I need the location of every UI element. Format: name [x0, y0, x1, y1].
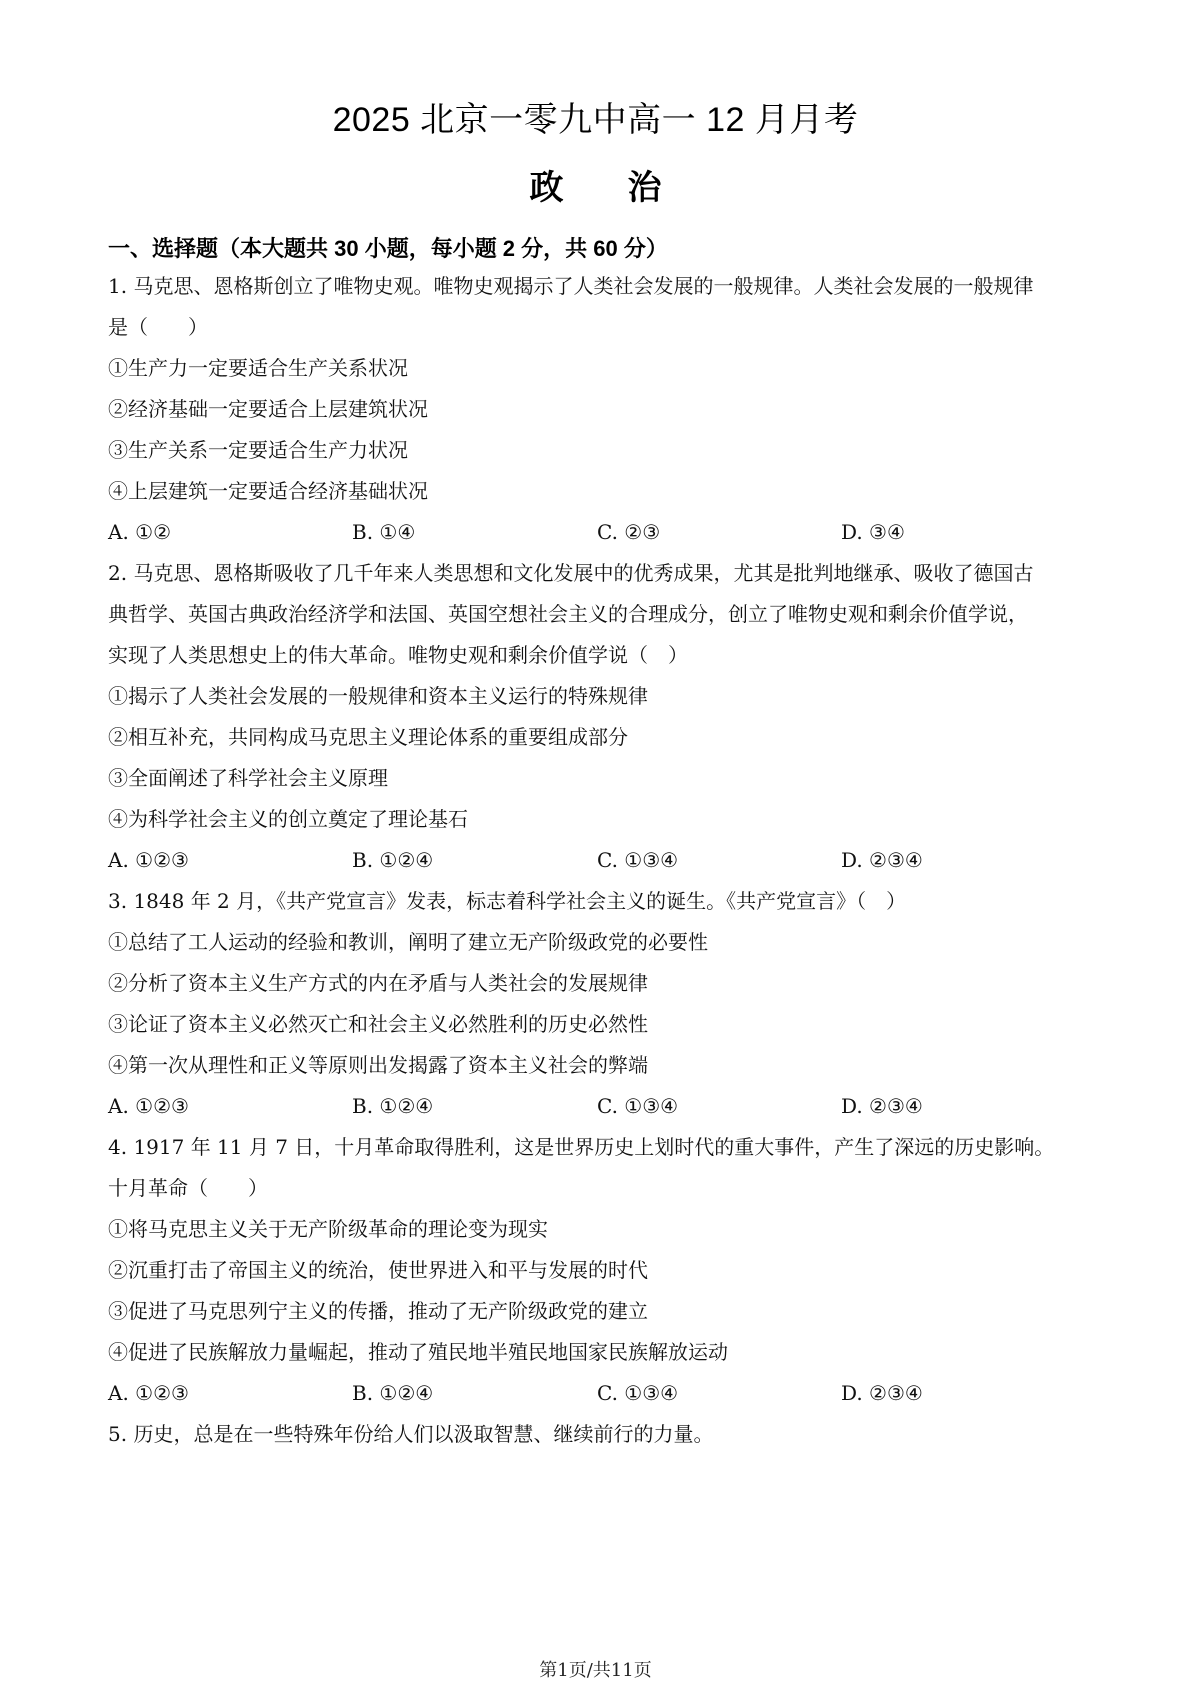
- question-2-statement-1: ①揭示了人类社会发展的一般规律和资本主义运行的特殊规律: [108, 684, 648, 708]
- option-b[interactable]: B. ①②④: [352, 1381, 434, 1405]
- question-3-stem-line-1: 3. 1848 年 2 月，《共产党宣言》发表，标志着科学社会主义的诞生。《共产党宣言》（ ）: [108, 889, 907, 913]
- option-c[interactable]: C. ①③④: [597, 848, 679, 872]
- option-d[interactable]: D. ③④: [841, 520, 905, 544]
- question-1-statement-1: ①生产力一定要适合生产关系状况: [108, 356, 408, 380]
- question-4-statement-1: ①将马克思主义关于无产阶级革命的理论变为现实: [108, 1217, 548, 1241]
- question-4-statement-4: ④促进了民族解放力量崛起，推动了殖民地半殖民地国家民族解放运动: [108, 1340, 728, 1364]
- page-indicator: 第1页/共11页: [539, 1660, 652, 1681]
- option-c[interactable]: C. ①③④: [597, 1094, 679, 1118]
- subject-char-1: 政: [529, 169, 564, 207]
- option-a[interactable]: A. ①②③: [108, 1094, 189, 1118]
- question-2-statement-3: ③全面阐述了科学社会主义原理: [108, 766, 388, 790]
- question-4-stem-line-2: 十月革命（ ）: [108, 1176, 268, 1200]
- question-2-stem-line-3: 实现了人类思想史上的伟大革命。唯物史观和剩余价值学说（ ）: [108, 643, 688, 667]
- question-3-statement-2: ②分析了资本主义生产方式的内在矛盾与人类社会的发展规律: [108, 971, 648, 995]
- question-3-statement-3: ③论证了资本主义必然灭亡和社会主义必然胜利的历史必然性: [108, 1012, 648, 1036]
- question-1-stem-line-2: 是（ ）: [108, 315, 208, 339]
- option-a[interactable]: A. ①②③: [108, 848, 189, 872]
- question-3-statement-1: ①总结了工人运动的经验和教训，阐明了建立无产阶级政党的必要性: [108, 930, 708, 954]
- question-4-stem-line-1: 4. 1917 年 11 月 7 日，十月革命取得胜利，这是世界历史上划时代的重大事件，产生了深远的历史影响。: [108, 1135, 1055, 1159]
- option-d[interactable]: D. ②③④: [841, 1381, 923, 1405]
- question-1-statement-2: ②经济基础一定要适合上层建筑状况: [108, 397, 428, 421]
- option-a[interactable]: A. ①②: [108, 520, 172, 544]
- question-3-statement-4: ④第一次从理性和正义等原则出发揭露了资本主义社会的弊端: [108, 1053, 648, 1077]
- exam-title: 2025 北京一零九中高一 12 月月考: [332, 101, 859, 139]
- question-4-statement-2: ②沉重打击了帝国主义的统治，使世界进入和平与发展的时代: [108, 1258, 648, 1282]
- option-b[interactable]: B. ①②④: [352, 848, 434, 872]
- option-c[interactable]: C. ②③: [597, 520, 661, 544]
- question-5-stem-line-1: 5. 历史，总是在一些特殊年份给人们以汲取智慧、继续前行的力量。: [108, 1422, 714, 1446]
- option-a[interactable]: A. ①②③: [108, 1381, 189, 1405]
- question-4-statement-3: ③促进了马克思列宁主义的传播，推动了无产阶级政党的建立: [108, 1299, 648, 1323]
- option-b[interactable]: B. ①④: [352, 520, 416, 544]
- question-2-stem-line-2: 典哲学、英国古典政治经济学和法国、英国空想社会主义的合理成分，创立了唯物史观和剩余价值学说，: [108, 602, 1028, 626]
- question-2-statement-2: ②相互补充，共同构成马克思主义理论体系的重要组成部分: [108, 725, 628, 749]
- subject-char-2: 治: [627, 169, 662, 207]
- option-d[interactable]: D. ②③④: [841, 1094, 923, 1118]
- question-2-stem-line-1: 2. 马克思、恩格斯吸收了几千年来人类思想和文化发展中的优秀成果，尤其是批判地继承、吸收了德国古: [108, 561, 1034, 585]
- section-heading: 一、选择题（本大题共 30 小题，每小题 2 分，共 60 分）: [108, 236, 668, 261]
- question-2-statement-4: ④为科学社会主义的创立奠定了理论基石: [108, 807, 468, 831]
- option-c[interactable]: C. ①③④: [597, 1381, 679, 1405]
- question-1-statement-4: ④上层建筑一定要适合经济基础状况: [108, 479, 428, 503]
- question-1-statement-3: ③生产关系一定要适合生产力状况: [108, 438, 408, 462]
- subject-title: [0, 160, 1191, 209]
- option-b[interactable]: B. ①②④: [352, 1094, 434, 1118]
- question-1-stem-line-1: 1. 马克思、恩格斯创立了唯物史观。唯物史观揭示了人类社会发展的一般规律。人类社会发展的一般规律: [108, 274, 1034, 298]
- option-d[interactable]: D. ②③④: [841, 848, 923, 872]
